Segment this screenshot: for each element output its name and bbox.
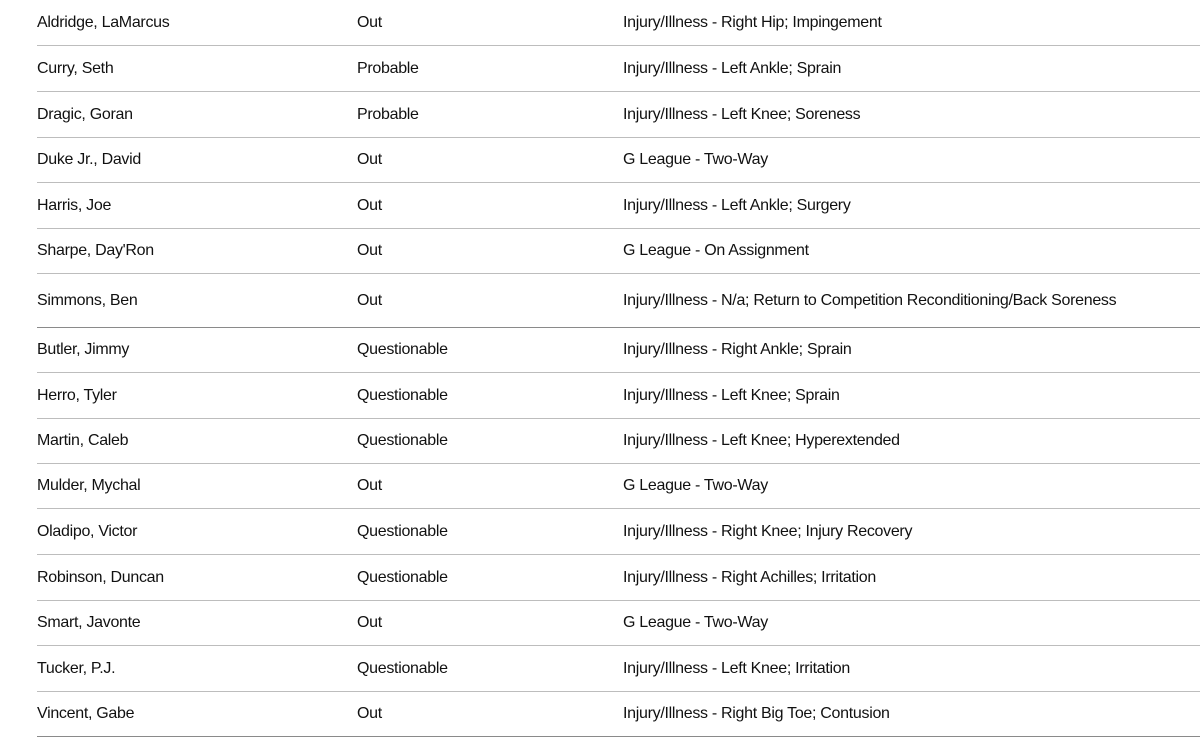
- player-status-cell: Out: [357, 291, 382, 309]
- player-status-cell: Questionable: [357, 386, 448, 404]
- table-row: [0, 91, 1200, 137]
- player-name-cell: Smart, Javonte: [37, 614, 141, 631]
- table-row: [0, 508, 1200, 554]
- injury-reason-cell: Injury/Illness - Right Knee; Injury Recovery: [623, 522, 913, 540]
- row-indent: [0, 645, 37, 691]
- player-name-cell: Oladipo, Victor: [37, 522, 138, 540]
- injury-reason-cell: Injury/Illness - Left Ankle; Surgery: [623, 196, 851, 214]
- row-indent: [0, 372, 37, 418]
- table-row: [0, 554, 1200, 600]
- injury-reason-cell: Injury/Illness - N/a; Return to Competition Reconditioning/Back Soreness: [623, 291, 1117, 309]
- table-row: [0, 228, 1200, 273]
- table-row: [0, 600, 1200, 645]
- player-name-cell: Simmons, Ben: [37, 291, 138, 309]
- injury-reason-cell: Injury/Illness - Right Hip; Impingement: [623, 13, 882, 31]
- player-status-cell: Out: [357, 151, 382, 168]
- row-indent: [0, 182, 37, 228]
- table-row: [0, 182, 1200, 228]
- table-row: [0, 45, 1200, 91]
- table-row: [0, 372, 1200, 418]
- player-name-cell: Duke Jr., David: [37, 151, 141, 168]
- table-row: [0, 137, 1200, 182]
- player-status-cell: Out: [357, 13, 382, 31]
- injury-reason-cell: Injury/Illness - Right Ankle; Sprain: [623, 341, 852, 358]
- injury-reason-cell: Injury/Illness - Left Knee; Soreness: [623, 105, 861, 123]
- row-indent: [0, 463, 37, 508]
- injury-reason-cell: Injury/Illness - Left Knee; Hyperextended: [623, 432, 900, 449]
- row-indent: [0, 418, 37, 463]
- row-indent: [0, 0, 37, 45]
- player-status-cell: Out: [357, 614, 382, 631]
- player-name-cell: Robinson, Duncan: [37, 568, 164, 586]
- player-status-cell: Questionable: [357, 522, 448, 540]
- player-status-cell: Questionable: [357, 659, 448, 677]
- player-name-cell: Mulder, Mychal: [37, 477, 141, 494]
- row-indent: [0, 554, 37, 600]
- injury-reason-cell: Injury/Illness - Left Ankle; Sprain: [623, 59, 842, 77]
- table-row: [0, 327, 1200, 372]
- player-name-cell: Sharpe, Day'Ron: [37, 242, 154, 259]
- table-row: [0, 273, 1200, 327]
- player-status-cell: Probable: [357, 59, 419, 77]
- injury-reason-cell: G League - Two-Way: [623, 614, 768, 631]
- injury-reason-cell: G League - Two-Way: [623, 477, 768, 494]
- row-indent: [0, 508, 37, 554]
- row-indent: [0, 228, 37, 273]
- player-name-cell: Tucker, P.J.: [37, 659, 116, 677]
- injury-reason-cell: Injury/Illness - Left Knee; Sprain: [623, 386, 840, 404]
- row-indent: [0, 137, 37, 182]
- table-row: [0, 0, 1200, 45]
- row-indent: [0, 91, 37, 137]
- row-indent: [0, 327, 37, 372]
- player-status-cell: Questionable: [357, 432, 448, 449]
- player-status-cell: Out: [357, 196, 382, 214]
- injury-reason-cell: Injury/Illness - Right Achilles; Irritation: [623, 568, 876, 586]
- player-status-cell: Probable: [357, 105, 419, 123]
- player-name-cell: Curry, Seth: [37, 59, 114, 77]
- injury-reason-cell: G League - On Assignment: [623, 242, 809, 259]
- row-indent: [0, 600, 37, 645]
- player-name-cell: Dragic, Goran: [37, 105, 133, 123]
- player-name-cell: Martin, Caleb: [37, 432, 129, 449]
- player-status-cell: Out: [357, 242, 382, 259]
- player-status-cell: Out: [357, 477, 382, 494]
- table-row: [0, 463, 1200, 508]
- player-name-cell: Butler, Jimmy: [37, 341, 130, 358]
- player-status-cell: Questionable: [357, 341, 448, 358]
- player-status-cell: Out: [357, 705, 382, 722]
- row-indent: [0, 45, 37, 91]
- row-indent: [0, 273, 37, 327]
- table-row: [0, 418, 1200, 463]
- player-name-cell: Harris, Joe: [37, 196, 112, 214]
- table-row: [0, 645, 1200, 691]
- row-indent: [0, 691, 37, 736]
- player-name-cell: Vincent, Gabe: [37, 705, 135, 722]
- injury-reason-cell: Injury/Illness - Right Big Toe; Contusion: [623, 705, 890, 722]
- injury-reason-cell: Injury/Illness - Left Knee; Irritation: [623, 659, 850, 677]
- table-row: [0, 691, 1200, 736]
- player-name-cell: Aldridge, LaMarcus: [37, 13, 170, 31]
- injury-reason-cell: G League - Two-Way: [623, 151, 768, 168]
- player-status-cell: Questionable: [357, 568, 448, 586]
- player-name-cell: Herro, Tyler: [37, 386, 117, 404]
